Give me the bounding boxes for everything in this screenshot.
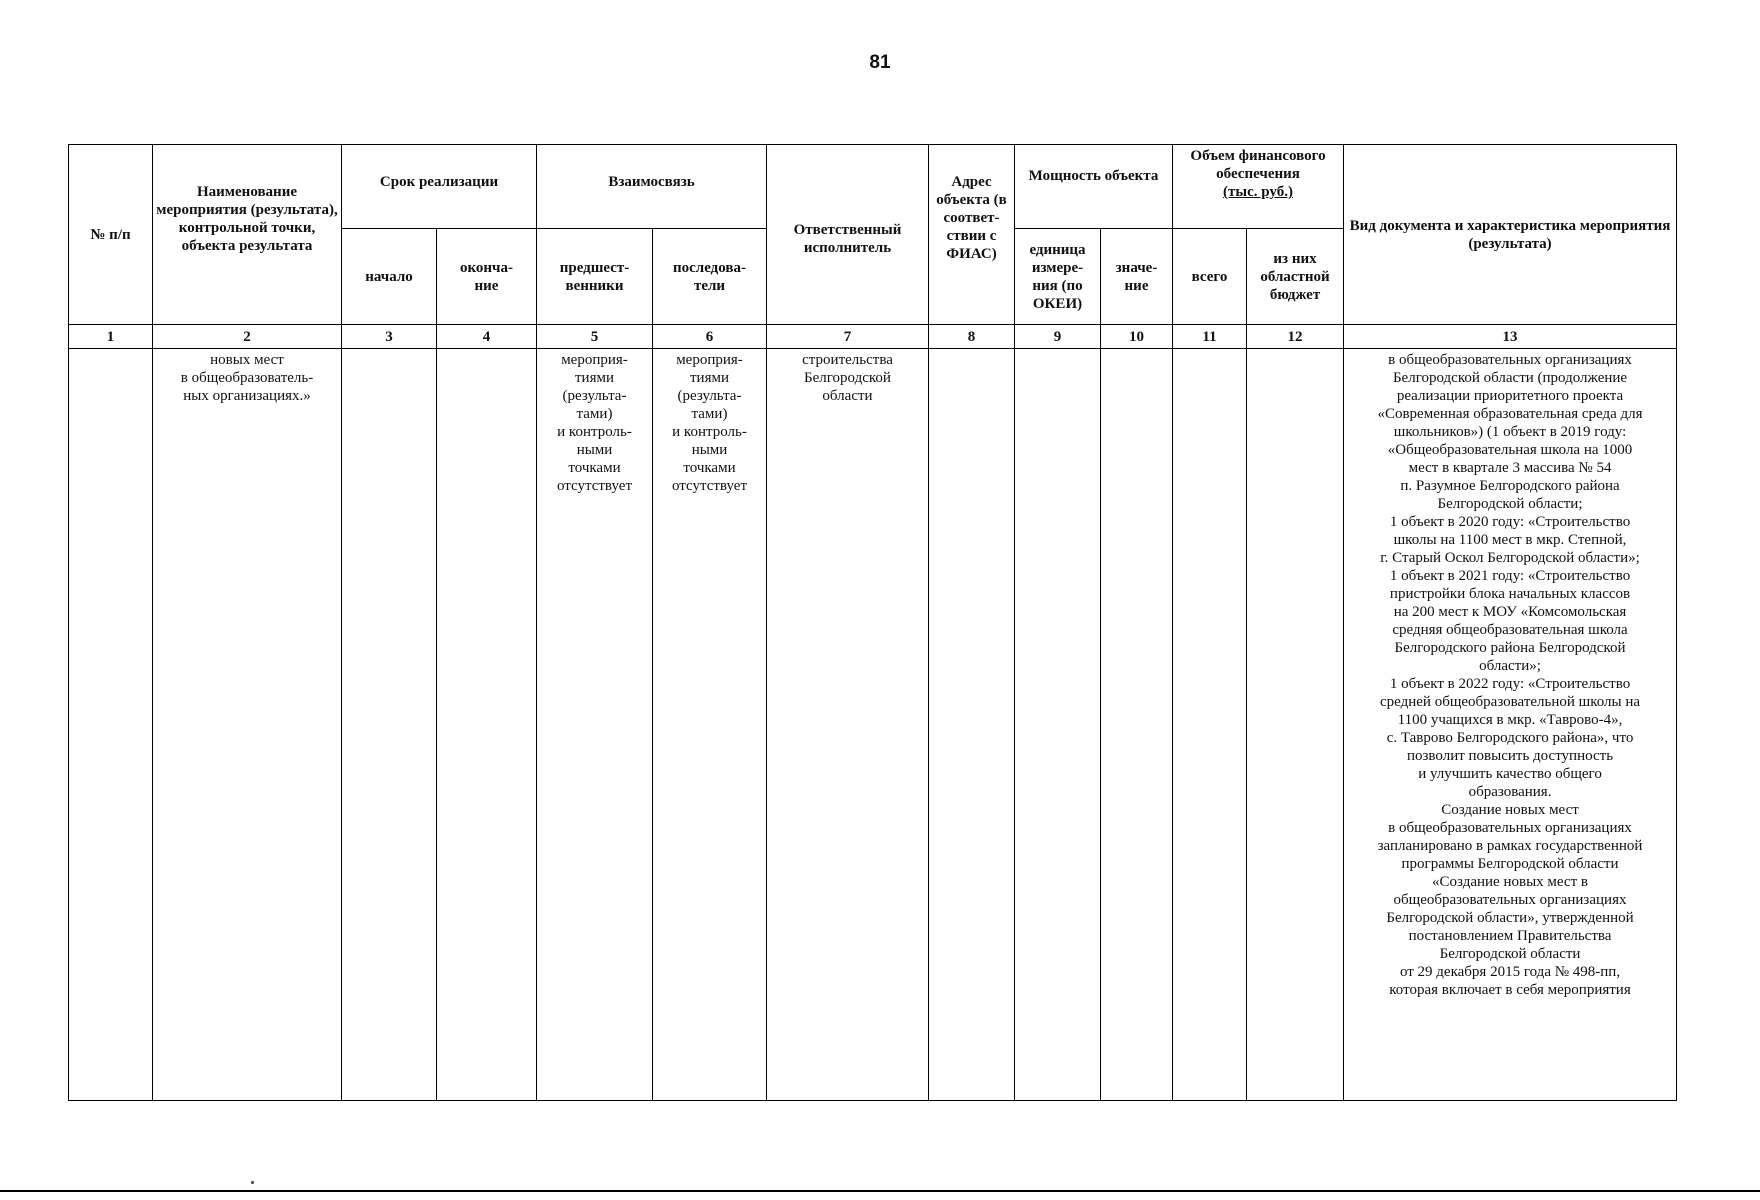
column-number: 11	[1173, 325, 1247, 349]
column-number: 13	[1344, 325, 1677, 349]
header-total: всего	[1173, 229, 1247, 325]
column-number: 12	[1247, 325, 1344, 349]
header-predecessors: предшест- венники	[537, 229, 653, 325]
header-document-type: Вид документа и характеристика мероприятия (результата)	[1344, 145, 1677, 325]
header-unit: единица измере- ния (по ОКЕИ)	[1015, 229, 1101, 325]
cell-regional-budget	[1247, 349, 1344, 1101]
cell-value	[1101, 349, 1173, 1101]
header-finance-title: Объем финансового обеспечения	[1190, 148, 1326, 182]
cell-address	[929, 349, 1015, 1101]
cell-number	[69, 349, 153, 1101]
header-responsible: Ответственный исполнитель	[767, 145, 929, 325]
header-number: № п/п	[69, 145, 153, 325]
cell-unit	[1015, 349, 1101, 1101]
column-number: 10	[1101, 325, 1173, 349]
cell-event-name: новых мест в общеобразователь- ных организациях.»	[153, 349, 342, 1101]
column-number: 9	[1015, 325, 1101, 349]
events-table	[68, 144, 1677, 1101]
column-number: 4	[437, 325, 537, 349]
cell-total	[1173, 349, 1247, 1101]
bottom-rule	[0, 1190, 1760, 1192]
cell-predecessors: мероприя- тиями (результа- тами) и контроль- ными точками отсутствует	[537, 349, 653, 1101]
cell-responsible: строительства Белгородской области	[767, 349, 929, 1101]
header-value: значе- ние	[1101, 229, 1173, 325]
header-address: Адрес объекта (в соответ- ствии с ФИАС)	[929, 145, 1015, 325]
header-start: начало	[342, 229, 437, 325]
cell-successors: мероприя- тиями (результа- тами) и контроль- ными точками отсутствует	[653, 349, 767, 1101]
column-number: 8	[929, 325, 1015, 349]
header-relationship: Взаимосвязь	[537, 145, 767, 229]
header-timeframe: Срок реализации	[342, 145, 537, 229]
cell-end	[437, 349, 537, 1101]
table-row	[69, 349, 1677, 1101]
column-number: 7	[767, 325, 929, 349]
cell-document-description: в общеобразовательных организациях Белгородской области (продолжение реализации приоритетного проекта «Современная образовательная среда для школьников») (1 объект в 2019 году: «Общеобразовательная школа на 1000 мест в квартале 3 массива № 54 п. Разумное Белгородского района Белгородской области; 1 объект в 2020 году: «Строительство школы на 1100 мест в мкр. Степной, г. Старый Оскол Белгородской области»; 1 объект в 2021 году: «Строительство пристройки блока начальных классов на 200 мест к МОУ «Комсомольская средняя общеобразовательная школа Белгородского района Белгородской области»; 1 объект в 2022 году: «Строительство средней общеобразовательной школы на 1100 учащихся в мкр. «Таврово-4», с. Таврово Белгородского района», что позволит повысить доступность и улучшить качество общего образования. Создание новых мест в общеобразовательных организациях запланировано в рамках государственной программы Белгородской области «Создание новых мест в общеобразовательных организациях Белгородской области», утвержденной постановлением Правительства Белгородской области от 29 декабря 2015 года № 498-пп, которая включает в себя мероприятия	[1344, 349, 1677, 1101]
header-capacity: Мощность объекта	[1015, 145, 1173, 229]
header-finance-unit: (тыс. руб.)	[1223, 184, 1293, 200]
header-regional-budget: из них областной бюджет	[1247, 229, 1344, 325]
cell-start	[342, 349, 437, 1101]
column-number: 2	[153, 325, 342, 349]
scan-speck	[251, 1181, 254, 1184]
header-event-name: Наименование мероприятия (результата), контрольной точки, объекта результата	[153, 145, 342, 325]
header-end: оконча- ние	[437, 229, 537, 325]
column-number: 3	[342, 325, 437, 349]
header-finance	[1173, 145, 1344, 229]
column-number: 5	[537, 325, 653, 349]
column-number: 6	[653, 325, 767, 349]
header-successors: последова- тели	[653, 229, 767, 325]
column-number: 1	[69, 325, 153, 349]
page-number: 81	[869, 52, 891, 73]
